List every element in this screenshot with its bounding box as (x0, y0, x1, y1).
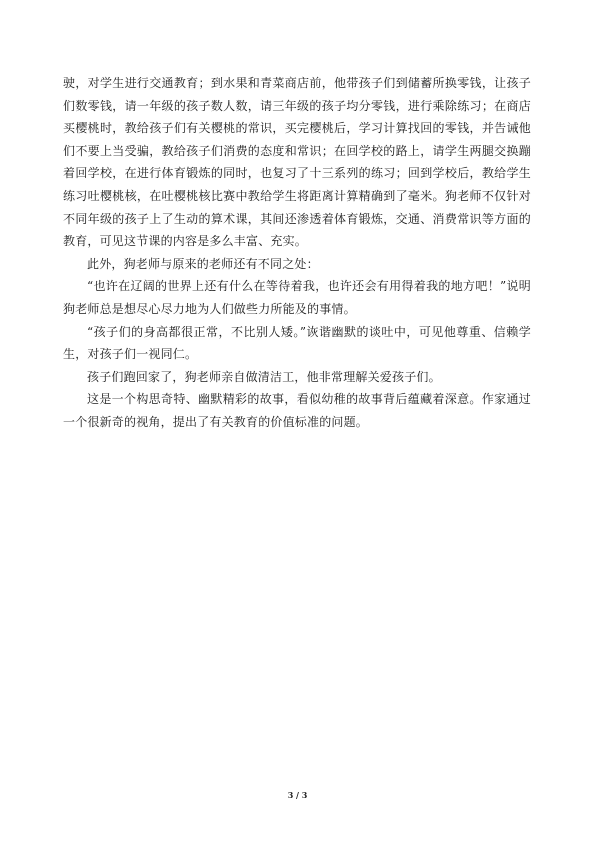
paragraph-conclusion: 这是一个构思奇特、幽默精彩的故事，看似幼稚的故事背后蕴藏着深意。作家通过一个很新奇的视角，提出了有关教育的价值标准的问题。 (63, 392, 531, 429)
page-number: 3 / 3 (287, 790, 308, 800)
paragraph: 孩子们跑回家了，狗老师亲自做清洁工，他非常理解关爱孩子们。 (87, 369, 441, 384)
document-body (63, 72, 531, 434)
paragraph-quote: “孩子们的身高都很正常，不比别人矮。”诙谐幽默的谈吐中，可见他尊重、信赖学生，对孩子们一视同仁。 (63, 324, 531, 362)
paragraph-continued: 驶，对学生进行交通教育；到水果和青菜商店前，他带孩子们到储蓄所换零钱，让孩子们数零钱，请一年级的孩子数人数，请三年级的孩子均分零钱，进行乘除练习；在商店买樱桃时，教给孩子们有关樱桃的常识，买完樱桃后，学习计算找回的零钱，并告诫他们不要上当受骗，教给孩子们消费的态度和常识；在回学校的路上，请学生两腿交换蹦着回学校，在进行体育锻炼的同时，也复习了十三系列的练习；回到学校后，教给学生练习吐樱桃核，在吐樱桃核比赛中教给学生将距离计算精确到了毫米。狗老师不仅针对不同年级的孩子上了生动的算术课，其间还渗透着体育锻炼，交通、消费常识等方面的教育，可见这节课的内容是多么丰富、充实。 (63, 76, 531, 249)
paragraph-quote: “也许在辽阔的世界上还有什么在等待着我，也许还会有用得着我的地方吧！”说明狗老师总是想尽心尽力地为人们做些力所能及的事情。 (63, 279, 531, 316)
paragraph: 此外，狗老师与原来的老师还有不同之处： (87, 256, 319, 271)
